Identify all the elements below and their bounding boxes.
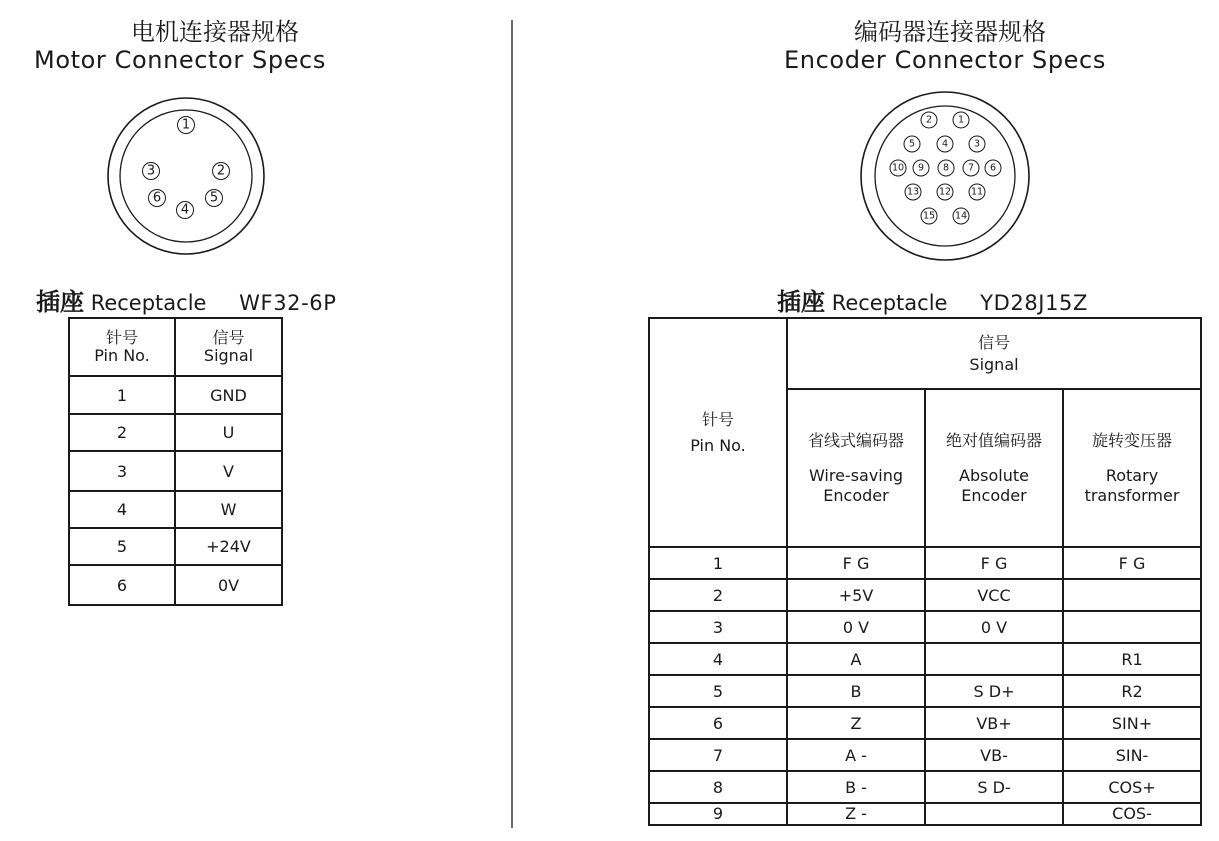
motor-pin-table	[68, 317, 283, 606]
motor-header-signal	[175, 318, 282, 376]
motor-receptacle-cn: 插座	[36, 288, 84, 316]
encoder-pin-3-label: 3	[973, 138, 981, 150]
encoder-abs-cell	[925, 803, 1063, 825]
encoder-pin-8-label: 8	[942, 162, 950, 174]
encoder-wire-cell: F G	[787, 547, 925, 579]
table-row	[649, 707, 1201, 739]
motor-title-en: Motor Connector Specs	[34, 46, 326, 74]
motor-pin-4-label: 4	[180, 202, 190, 218]
encoder-wire-cell: Z -	[787, 803, 925, 825]
encoder-pin-6-label: 6	[989, 162, 997, 174]
encoder-abs-cell: VCC	[925, 579, 1063, 611]
encoder-header-pin-en: Pin No.	[690, 435, 746, 455]
motor-header-pin	[69, 318, 175, 376]
encoder-header-pin-cn: 针号	[701, 409, 734, 429]
motor-signal-cell: W	[175, 491, 282, 528]
encoder-header-signal-en: Signal	[969, 354, 1019, 374]
encoder-pin-15-label: 15	[922, 210, 936, 222]
table-row	[69, 451, 282, 491]
encoder-rot-cell: SIN+	[1063, 707, 1201, 739]
encoder-rot-cell: R1	[1063, 643, 1201, 675]
motor-pin-cell: 3	[69, 451, 175, 491]
encoder-pin-7-label: 7	[967, 162, 975, 174]
motor-pin-cell: 1	[69, 376, 175, 414]
motor-receptacle-label	[36, 282, 337, 317]
encoder-pin-cell: 8	[649, 771, 787, 803]
table-row	[649, 739, 1201, 771]
encoder-pin-cell: 6	[649, 707, 787, 739]
table-row	[69, 376, 282, 414]
encoder-pin-cell: 3	[649, 611, 787, 643]
motor-connector-diagram	[106, 96, 266, 256]
encoder-pin-cell: 5	[649, 675, 787, 707]
encoder-pin-12-label: 12	[938, 186, 952, 198]
encoder-header-absolute	[925, 389, 1063, 547]
motor-pin-cell: 6	[69, 565, 175, 605]
encoder-rot-cell: COS+	[1063, 771, 1201, 803]
motor-pin-3-label: 3	[146, 163, 156, 179]
encoder-abs-cell: S D+	[925, 675, 1063, 707]
encoder-title-cn: 编码器连接器规格	[854, 18, 1046, 46]
encoder-wire-cell: +5V	[787, 579, 925, 611]
motor-pin-2-label: 2	[216, 163, 226, 179]
encoder-wire-cell: A -	[787, 739, 925, 771]
encoder-rot-cell	[1063, 611, 1201, 643]
motor-pin-cell: 4	[69, 491, 175, 528]
motor-title-cn: 电机连接器规格	[131, 18, 299, 46]
motor-pin-1-label: 1	[181, 117, 191, 133]
table-row	[649, 771, 1201, 803]
encoder-rot-cell: F G	[1063, 547, 1201, 579]
encoder-wire-cell: B	[787, 675, 925, 707]
encoder-col-abs-en: Absolute Encoder	[959, 466, 1029, 505]
encoder-header-signal	[787, 318, 1201, 389]
encoder-pin-cell: 1	[649, 547, 787, 579]
motor-header-pin-en: Pin No.	[94, 346, 150, 365]
motor-header-pin-cn: 针号	[105, 328, 138, 347]
encoder-header-wire-saving	[787, 389, 925, 547]
encoder-receptacle-model: YD28J15Z	[980, 291, 1088, 315]
encoder-col-rot-cn: 旋转变压器	[1092, 431, 1173, 450]
table-row	[69, 491, 282, 528]
encoder-pin-11-label: 11	[970, 186, 984, 198]
encoder-receptacle-label	[777, 282, 1088, 317]
motor-pin-cell: 5	[69, 528, 175, 565]
table-row	[649, 579, 1201, 611]
encoder-title-en: Encoder Connector Specs	[784, 46, 1106, 74]
encoder-wire-cell: 0 V	[787, 611, 925, 643]
section-divider	[511, 20, 513, 828]
encoder-rot-cell	[1063, 579, 1201, 611]
encoder-col-wire-en: Wire-saving Encoder	[808, 466, 904, 505]
encoder-rot-cell: R2	[1063, 675, 1201, 707]
encoder-pin-9-label: 9	[917, 162, 925, 174]
encoder-pin-cell: 2	[649, 579, 787, 611]
encoder-rot-cell: COS-	[1063, 803, 1201, 825]
encoder-wire-cell: Z	[787, 707, 925, 739]
motor-signal-cell: GND	[175, 376, 282, 414]
motor-header-signal-en: Signal	[203, 346, 254, 365]
encoder-abs-cell: VB+	[925, 707, 1063, 739]
encoder-connector-diagram	[860, 91, 1030, 261]
encoder-rot-cell: SIN-	[1063, 739, 1201, 771]
encoder-pin-cell: 7	[649, 739, 787, 771]
encoder-col-wire-cn: 省线式编码器	[807, 431, 904, 450]
motor-signal-cell: +24V	[175, 528, 282, 565]
encoder-header-pin	[649, 318, 787, 547]
encoder-pin-13-label: 13	[906, 186, 920, 198]
encoder-pin-2-label: 2	[925, 114, 933, 126]
encoder-wire-cell: A	[787, 643, 925, 675]
encoder-pin-10-label: 10	[891, 162, 905, 174]
motor-pin-5-label: 5	[209, 190, 219, 206]
motor-pin-6-label: 6	[152, 190, 162, 206]
encoder-pin-4-label: 4	[941, 138, 949, 150]
encoder-pin-cell: 4	[649, 643, 787, 675]
motor-header-signal-cn: 信号	[212, 328, 245, 347]
motor-signal-cell: V	[175, 451, 282, 491]
encoder-pin-cell: 9	[649, 803, 787, 825]
encoder-col-rot-en: Rotary transformer	[1084, 466, 1180, 505]
table-row	[649, 643, 1201, 675]
encoder-header-signal-cn: 信号	[978, 332, 1011, 352]
table-row	[649, 611, 1201, 643]
encoder-receptacle-cn: 插座	[777, 288, 825, 316]
encoder-abs-cell	[925, 643, 1063, 675]
motor-receptacle-en: Receptacle	[90, 291, 207, 315]
table-row	[649, 803, 1201, 825]
encoder-abs-cell: VB-	[925, 739, 1063, 771]
motor-signal-cell: U	[175, 414, 282, 451]
encoder-receptacle-en: Receptacle	[831, 291, 948, 315]
encoder-abs-cell: 0 V	[925, 611, 1063, 643]
motor-signal-cell: 0V	[175, 565, 282, 605]
table-row	[649, 547, 1201, 579]
table-row	[69, 565, 282, 605]
encoder-header-rotary	[1063, 389, 1201, 547]
encoder-pin-5-label: 5	[908, 138, 916, 150]
table-row	[69, 528, 282, 565]
table-row	[649, 675, 1201, 707]
encoder-wire-cell: B -	[787, 771, 925, 803]
encoder-pin-table	[648, 317, 1202, 826]
encoder-abs-cell: S D-	[925, 771, 1063, 803]
table-row	[69, 414, 282, 451]
encoder-pin-1-label: 1	[957, 114, 965, 126]
encoder-abs-cell: F G	[925, 547, 1063, 579]
motor-pin-cell: 2	[69, 414, 175, 451]
encoder-pin-14-label: 14	[954, 210, 968, 222]
encoder-col-abs-cn: 绝对值编码器	[945, 431, 1042, 450]
motor-receptacle-model: WF32-6P	[239, 291, 337, 315]
